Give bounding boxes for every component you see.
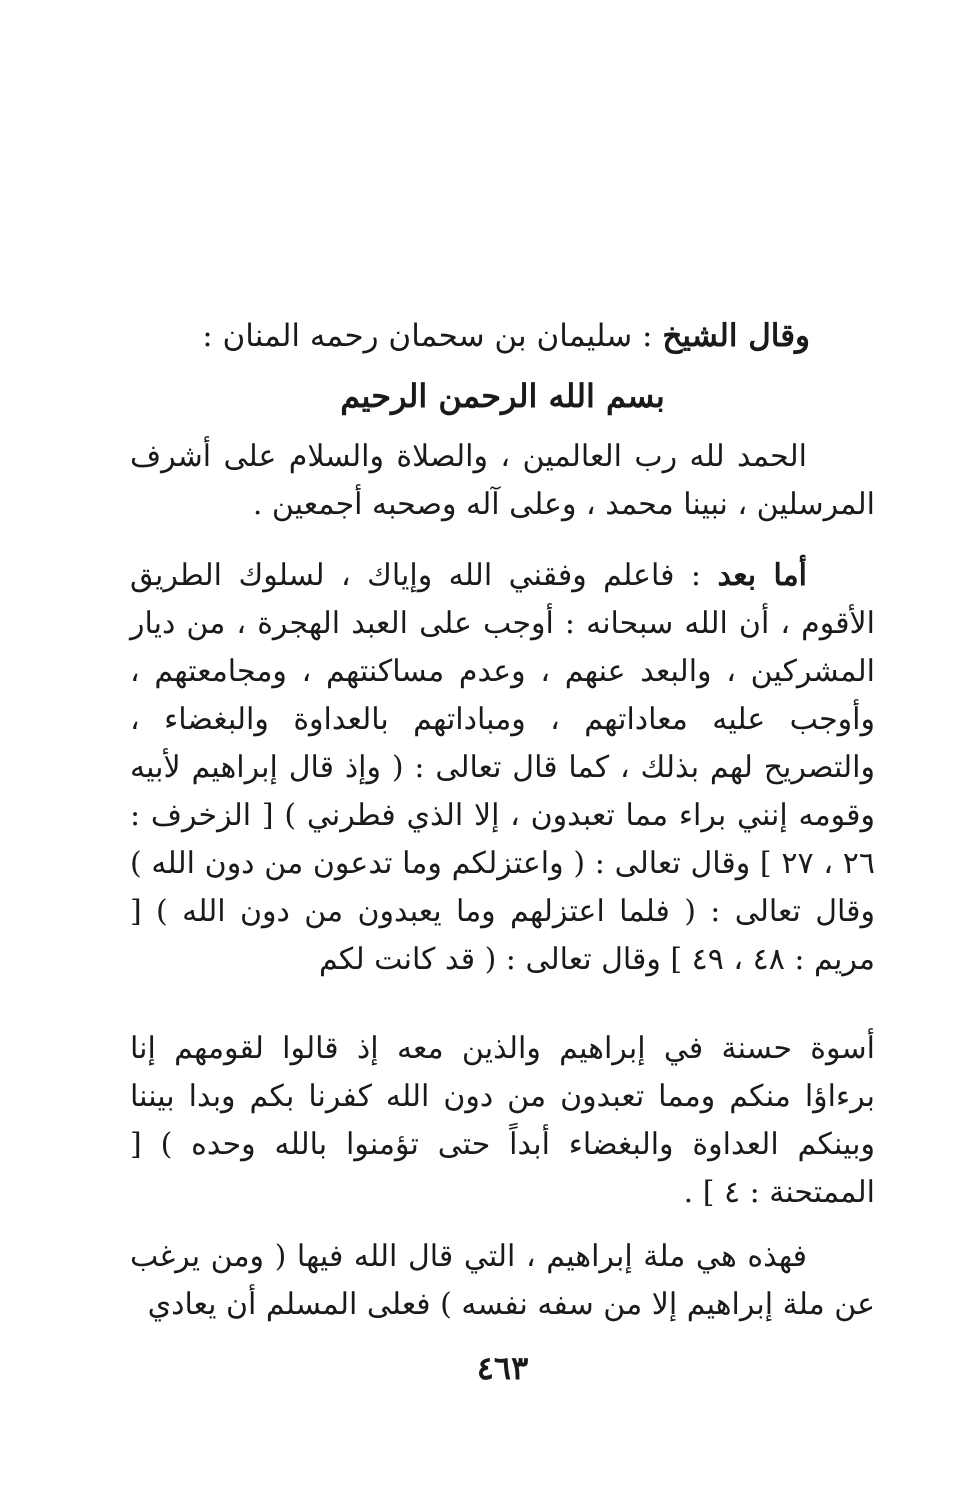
basmala: بسم الله الرحمن الرحيم (340, 377, 665, 415)
page-number: ٤٦٣ (476, 1349, 529, 1387)
paragraph-amma-bad (130, 552, 875, 984)
heading-prefix: وقال الشيخ (662, 318, 810, 354)
paragraph-quran-quote: أسوة حسنة في إبراهيم والذين معه إذ قالوا لقومهم إنا برءاؤا منكم ومما تعبدون من دون الله كفرنا بكم وبدا بيننا وبينكم العداوة والبغضاء أبداً حتى تؤمنوا بالله وحده ) [ الممتحنة : ٤ ] . (130, 1031, 875, 1210)
paragraph-praise: الحمد لله رب العالمين ، والصلاة والسلام على أشرف المرسلين ، نبينا محمد ، وعلى آله وصحبه أجمعين . (130, 439, 875, 522)
paragraph-lead: أما بعد (717, 558, 807, 593)
heading-rest: : سليمان بن سحمان رحمه المنان : (202, 318, 663, 354)
paragraph-millat-ibrahim: فهذه هي ملة إبراهيم ، التي قال الله فيها ( ومن يرغب عن ملة إبراهيم إلا من سفه نفسه ) فعلى المسلم أن يعادي (130, 1239, 875, 1322)
paragraph-body: : فاعلم وفقني الله وإياك ، لسلوك الطريق الأقوم ، أن الله سبحانه : أوجب على العبد الهجرة ، من ديار المشركين ، والبعد عنهم ، وعدم مساكنتهم ، ومجامعتهم ، وأوجب عليه معاداتهم ، ومباداتهم بالعداوة والبغضاء ، والتصريح لهم بذلك ، كما قال تعالى : ( وإذ قال إبراهيم لأبيه وقومه إنني براء مما تعبدون ، إلا الذي فطرني ) [ الزخرف : ٢٦ ، ٢٧ ] وقال تعالى : ( واعتزلكم وما تدعون من دون الله ) وقال تعالى : ( فلما اعتزلهم وما يعبدون من دون الله ) [ مريم : ٤٨ ، ٤٩ ] وقال تعالى : ( قد كانت لكم (130, 558, 875, 977)
section-heading (130, 312, 810, 360)
